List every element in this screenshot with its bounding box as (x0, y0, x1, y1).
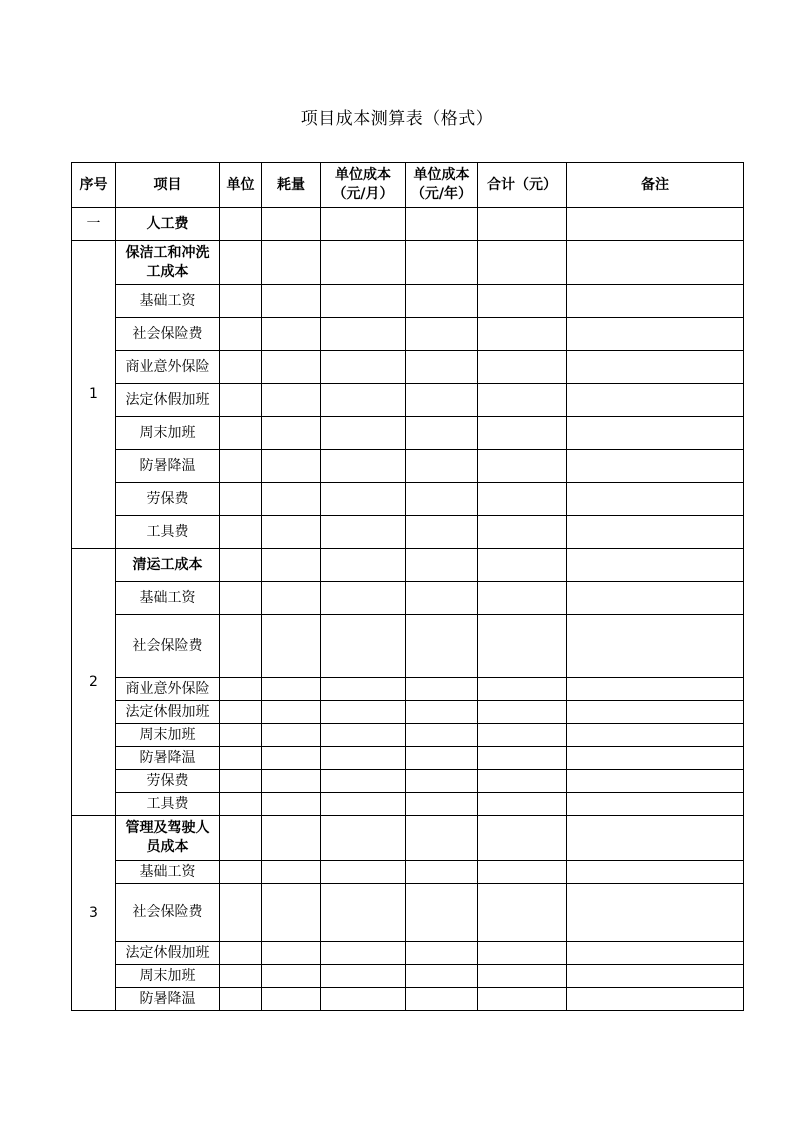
cell (478, 384, 567, 417)
table-row (72, 417, 744, 450)
cell (262, 965, 321, 988)
table-row (72, 318, 744, 351)
table-row (72, 241, 744, 285)
cell (262, 988, 321, 1011)
group-heading (116, 241, 220, 285)
item-label: 基础工资 (116, 861, 220, 884)
header-unit: 单位 (220, 163, 262, 208)
group-heading: 清运工成本 (116, 549, 220, 582)
cell (567, 582, 744, 615)
cell (478, 615, 567, 678)
cell (321, 988, 406, 1011)
cell (567, 516, 744, 549)
header-total: 合计（元） (478, 163, 567, 208)
cell (567, 450, 744, 483)
cell (406, 450, 478, 483)
header-row (72, 163, 744, 208)
item-label: 法定休假加班 (116, 384, 220, 417)
cell (220, 861, 262, 884)
cell (406, 351, 478, 384)
cell (220, 318, 262, 351)
cell (321, 549, 406, 582)
cell (406, 285, 478, 318)
table-row (72, 516, 744, 549)
cell (262, 678, 321, 701)
cell (220, 884, 262, 942)
cell (321, 965, 406, 988)
cell (220, 417, 262, 450)
cell (567, 483, 744, 516)
cell (220, 241, 262, 285)
group-heading-line2: 员成本 (146, 839, 189, 855)
cell (478, 483, 567, 516)
cell (567, 285, 744, 318)
cell (406, 884, 478, 942)
cell (567, 884, 744, 942)
header-cost-month-line2: （元/月） (332, 186, 394, 202)
item-label: 法定休假加班 (116, 942, 220, 965)
cell (321, 816, 406, 861)
group-heading-line1: 管理及驾驶人 (125, 820, 210, 836)
table-row (72, 483, 744, 516)
cell (321, 770, 406, 793)
cell (478, 549, 567, 582)
cell (478, 678, 567, 701)
header-seq: 序号 (72, 163, 116, 208)
item-label: 防暑降温 (116, 988, 220, 1011)
cell (478, 417, 567, 450)
cell (321, 678, 406, 701)
cell (220, 384, 262, 417)
cell (567, 417, 744, 450)
cell (262, 318, 321, 351)
cell (406, 384, 478, 417)
cell (406, 483, 478, 516)
section-seq: 一 (72, 208, 116, 241)
cell (262, 516, 321, 549)
cell (262, 582, 321, 615)
cell (220, 770, 262, 793)
cell (567, 351, 744, 384)
cell (406, 724, 478, 747)
cell (321, 884, 406, 942)
cell (321, 318, 406, 351)
cell (567, 549, 744, 582)
table-row (72, 816, 744, 861)
cell (220, 701, 262, 724)
cell (567, 208, 744, 241)
cell (478, 861, 567, 884)
cell (321, 942, 406, 965)
table-row (72, 965, 744, 988)
cell (321, 724, 406, 747)
cell (406, 241, 478, 285)
header-qty: 耗量 (262, 163, 321, 208)
cell (262, 770, 321, 793)
cell (262, 701, 321, 724)
cell (321, 417, 406, 450)
item-label: 商业意外保险 (116, 678, 220, 701)
table-row (72, 724, 744, 747)
cell (478, 965, 567, 988)
table-row (72, 285, 744, 318)
cell (406, 582, 478, 615)
cell (567, 988, 744, 1011)
cell (478, 241, 567, 285)
table-row (72, 793, 744, 816)
cell (478, 942, 567, 965)
cell (406, 965, 478, 988)
cell (220, 678, 262, 701)
cell (321, 285, 406, 318)
item-label: 工具费 (116, 516, 220, 549)
cell (220, 615, 262, 678)
cell (321, 351, 406, 384)
cell (220, 483, 262, 516)
cell (406, 318, 478, 351)
cell (321, 208, 406, 241)
cell (406, 793, 478, 816)
cell (406, 208, 478, 241)
cell (220, 793, 262, 816)
section-label: 人工费 (116, 208, 220, 241)
cell (567, 678, 744, 701)
cell (220, 965, 262, 988)
cell (478, 747, 567, 770)
cell (220, 747, 262, 770)
cell (567, 861, 744, 884)
cell (478, 988, 567, 1011)
cell (406, 942, 478, 965)
cell (262, 747, 321, 770)
cell (406, 615, 478, 678)
cell (262, 285, 321, 318)
header-cost-month (321, 163, 406, 208)
cell (406, 701, 478, 724)
cost-table (71, 162, 744, 1011)
cell (262, 793, 321, 816)
cell (478, 351, 567, 384)
page-title: 项目成本测算表（格式） (300, 109, 494, 129)
group-seq: 2 (72, 549, 116, 816)
item-label: 工具费 (116, 793, 220, 816)
item-label: 周末加班 (116, 724, 220, 747)
group-heading-line1: 保洁工和冲洗 (125, 244, 210, 261)
cell (406, 417, 478, 450)
item-label: 商业意外保险 (116, 351, 220, 384)
group-seq: 3 (72, 816, 116, 1011)
cell (406, 816, 478, 861)
header-cost-year (406, 163, 478, 208)
cell (567, 384, 744, 417)
table-row (72, 770, 744, 793)
item-label: 劳保费 (116, 483, 220, 516)
item-label: 法定休假加班 (116, 701, 220, 724)
table-row (72, 942, 744, 965)
cell (321, 793, 406, 816)
cell (220, 816, 262, 861)
cell (262, 861, 321, 884)
cell (478, 816, 567, 861)
item-label: 周末加班 (116, 965, 220, 988)
cell (321, 615, 406, 678)
cell (321, 701, 406, 724)
cell (262, 241, 321, 285)
cell (567, 942, 744, 965)
cell (567, 747, 744, 770)
cell (478, 701, 567, 724)
cell (262, 942, 321, 965)
table-row (72, 549, 744, 582)
item-label: 社会保险费 (116, 615, 220, 678)
cell (262, 549, 321, 582)
cell (321, 241, 406, 285)
cell (262, 816, 321, 861)
cell (478, 793, 567, 816)
group-heading-line2: 工成本 (146, 263, 189, 280)
item-label: 劳保费 (116, 770, 220, 793)
cell (321, 450, 406, 483)
cell (220, 208, 262, 241)
cell (220, 582, 262, 615)
cell (478, 770, 567, 793)
cell (220, 549, 262, 582)
cell (262, 384, 321, 417)
table-row (72, 747, 744, 770)
cell (262, 724, 321, 747)
cell (406, 861, 478, 884)
cell (567, 770, 744, 793)
cell (220, 450, 262, 483)
table-row (72, 384, 744, 417)
cell (567, 793, 744, 816)
item-label: 周末加班 (116, 417, 220, 450)
item-label: 社会保险费 (116, 318, 220, 351)
cell (478, 516, 567, 549)
table-row (72, 582, 744, 615)
cell (321, 516, 406, 549)
cell (406, 549, 478, 582)
cell (567, 724, 744, 747)
cell (262, 884, 321, 942)
group-seq: 1 (72, 241, 116, 549)
cell (567, 318, 744, 351)
header-note: 备注 (567, 163, 744, 208)
cell (321, 483, 406, 516)
cell (220, 988, 262, 1011)
cell (567, 701, 744, 724)
cell (478, 208, 567, 241)
cell (262, 208, 321, 241)
item-label: 防暑降温 (116, 747, 220, 770)
cell (478, 450, 567, 483)
cell (406, 678, 478, 701)
header-item: 项目 (116, 163, 220, 208)
cell (406, 988, 478, 1011)
cell (567, 965, 744, 988)
item-label: 基础工资 (116, 285, 220, 318)
cell (321, 384, 406, 417)
cell (406, 770, 478, 793)
cell (478, 582, 567, 615)
table-row (72, 861, 744, 884)
table-row (72, 884, 744, 942)
cell (220, 285, 262, 318)
cell (567, 816, 744, 861)
cell (478, 285, 567, 318)
cell (321, 861, 406, 884)
header-cost-month-line1: 单位成本 (335, 167, 391, 183)
table-row (72, 701, 744, 724)
cell (406, 516, 478, 549)
cell (406, 747, 478, 770)
section-row (72, 208, 744, 241)
cell (220, 516, 262, 549)
cell (262, 351, 321, 384)
table-row (72, 450, 744, 483)
item-label: 社会保险费 (116, 884, 220, 942)
cell (262, 615, 321, 678)
cell (478, 724, 567, 747)
cell (321, 747, 406, 770)
cell (567, 241, 744, 285)
cell (478, 884, 567, 942)
header-cost-year-line1: 单位成本 (413, 167, 470, 183)
cell (567, 615, 744, 678)
cell (478, 318, 567, 351)
cell (262, 450, 321, 483)
item-label: 基础工资 (116, 582, 220, 615)
table-row (72, 988, 744, 1011)
table-row (72, 351, 744, 384)
cell (262, 417, 321, 450)
table-row (72, 678, 744, 701)
cell (262, 483, 321, 516)
table-row (72, 615, 744, 678)
group-heading (116, 816, 220, 861)
cell (220, 351, 262, 384)
cell (220, 942, 262, 965)
cell (220, 724, 262, 747)
header-cost-year-line2: （元/年） (410, 186, 473, 202)
cell (321, 582, 406, 615)
item-label: 防暑降温 (116, 450, 220, 483)
